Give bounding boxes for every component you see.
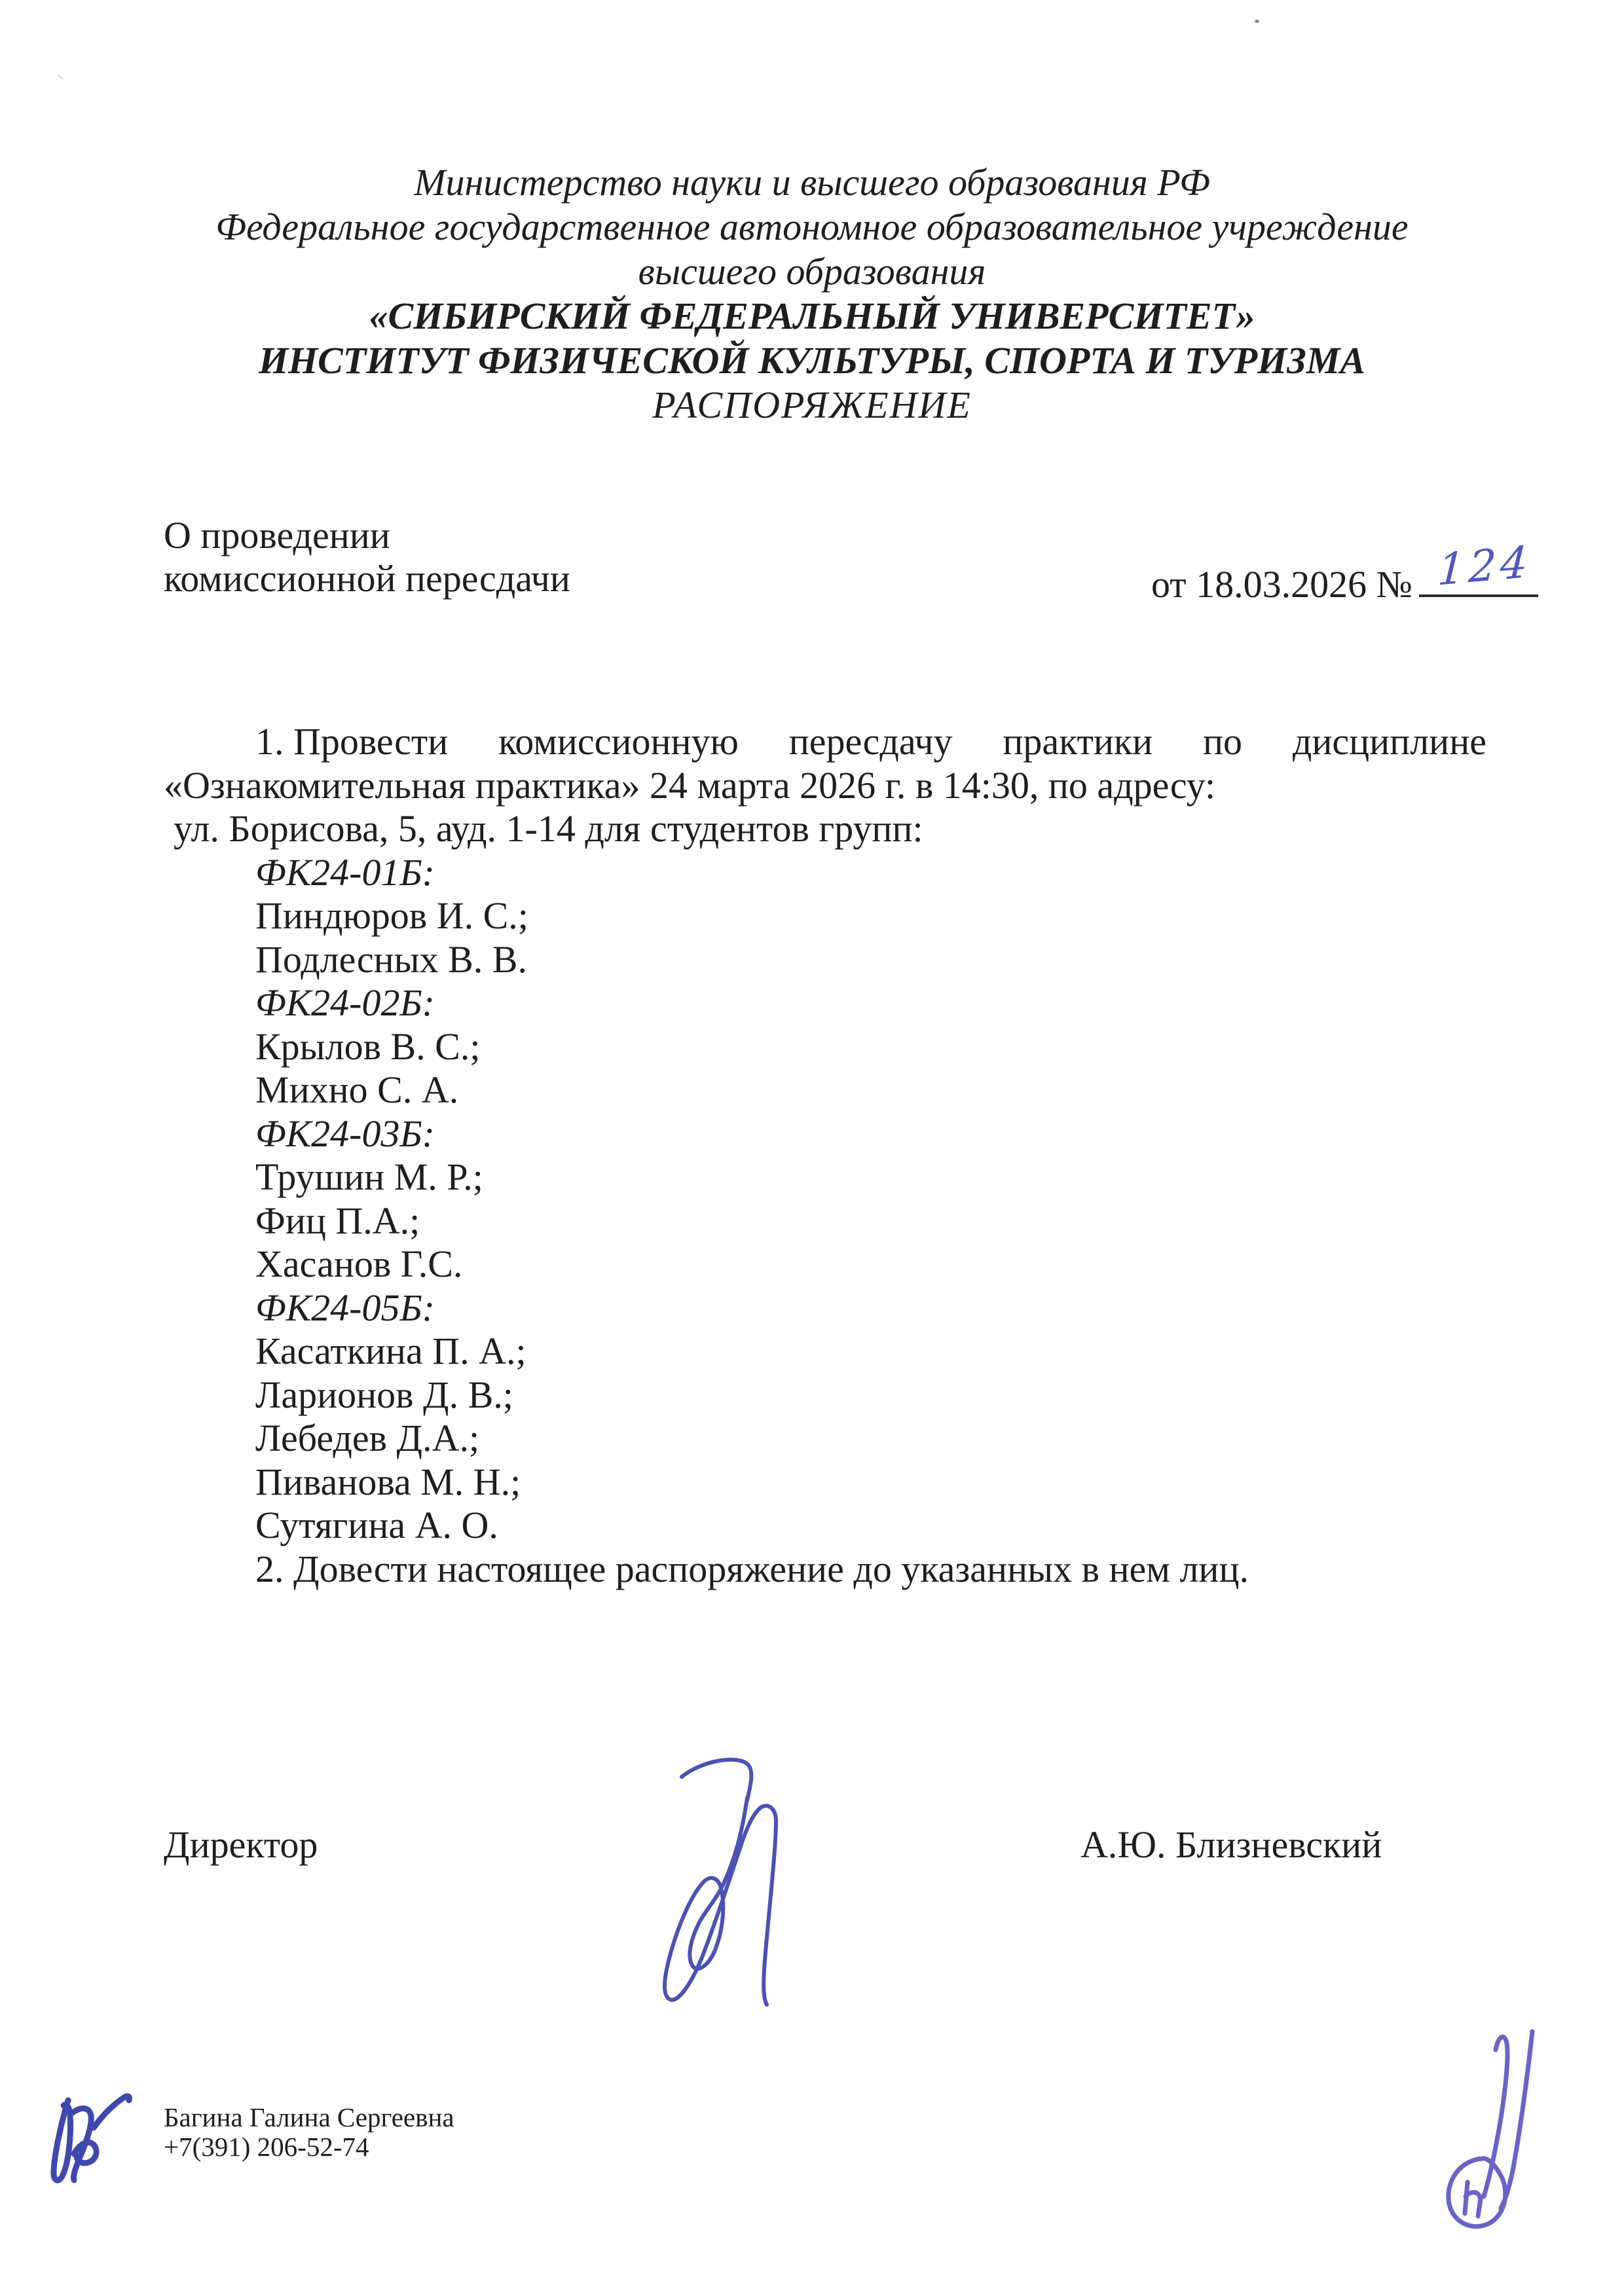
date-number-prefix: от 18.03.2026 № (1151, 563, 1412, 606)
body-paragraph1-line2: «Ознакомительная практика» 24 марта 2026 г. в 14:30, по адресу: (164, 763, 1216, 807)
signature-stroke (1465, 2182, 1481, 2216)
header-line-university: «СИБИРСКИЙ ФЕДЕРАЛЬНЫЙ УНИВЕРСИТЕТ» (369, 295, 1255, 337)
document-subject (164, 514, 570, 600)
document-body (164, 720, 1486, 1591)
list-line-student: Лебедев Д.А.; (255, 1417, 480, 1459)
signatory-role: Директор (164, 1823, 318, 1866)
number-underline (1419, 536, 1538, 597)
signature-stroke (665, 1798, 776, 2005)
scan-speck (56, 74, 64, 81)
document-header (0, 160, 1624, 428)
list-line-student: Хасанов Г.С. (255, 1243, 463, 1285)
list-line-student: Михно С. А. (255, 1068, 459, 1111)
list-line-group: ФК24-02Б: (255, 981, 435, 1024)
signature-stroke (1484, 2037, 1507, 2196)
subject-line-1: О проведении (164, 514, 390, 556)
body-word: комиссионную (498, 720, 739, 763)
list-line-student: Сутягина А. О. (255, 1504, 498, 1546)
body-word: дисциплине (1292, 720, 1486, 763)
list-line-group: ФК24-03Б: (255, 1112, 435, 1155)
signature-stroke (74, 2142, 96, 2163)
contact-block (164, 2103, 454, 2162)
body-paragraph1-line1 (164, 720, 1486, 764)
scan-speck (1255, 20, 1259, 23)
header-line-education: высшего образования (638, 250, 986, 293)
header-line-institution: Федеральное государственное автономное образовательное учреждение (215, 206, 1409, 248)
body-word: 1. Провести (255, 720, 449, 763)
body-word: пересдачу (788, 720, 953, 763)
list-line-student: Подлесных В. В. (255, 938, 527, 981)
list-line-student: Ларионов Д. В.; (255, 1373, 513, 1416)
document-date-number (1151, 536, 1538, 606)
subject-line-2: комиссионной пересдачи (164, 557, 570, 600)
list-line-group: ФК24-01Б: (255, 850, 435, 894)
header-line-ministry: Министерство науки и высшего образования РФ (414, 161, 1210, 204)
signature-stroke (682, 1760, 751, 1800)
contact-phone: +7(391) 206-52-74 (164, 2132, 369, 2162)
handwritten-document-number: 124 (1436, 536, 1533, 596)
body-word: практики (1003, 720, 1153, 763)
header-line-institute: ИНСТИТУТ ФИЗИЧЕСКОЙ КУЛЬТУРЫ, СПОРТА И ТУРИЗМА (258, 339, 1366, 382)
body-paragraph2: 2. Довести настоящее распоряжение до указанных в нем лиц. (255, 1547, 1249, 1590)
director-signature (619, 1749, 815, 2008)
body-paragraph1-line3: ул. Борисова, 5, ауд. 1-14 для студентов групп: (174, 807, 923, 850)
list-line-student: Трушин М. Р.; (255, 1156, 483, 1198)
body-word: по (1202, 720, 1242, 763)
header-line-order-title: РАСПОРЯЖЕНИЕ (652, 384, 972, 426)
corner-signature-mark (1441, 2026, 1549, 2239)
list-line-student: Фиц П.А.; (255, 1199, 420, 1242)
list-line-student: Касаткина П. А.; (255, 1330, 526, 1372)
signature-stroke (54, 2100, 71, 2180)
list-line-student: Крылов В. С.; (255, 1025, 481, 1068)
list-line-student: Пиндюров И. С.; (255, 894, 528, 937)
signature-stroke (94, 2096, 130, 2128)
contact-name: Багина Галина Сергеевна (164, 2102, 454, 2132)
list-line-student: Пиванова М. Н.; (255, 1460, 521, 1503)
list-line-group: ФК24-05Б: (255, 1286, 435, 1329)
signatory-name: А.Ю. Близневский (1080, 1823, 1382, 1866)
contact-person-signature (46, 2087, 147, 2195)
